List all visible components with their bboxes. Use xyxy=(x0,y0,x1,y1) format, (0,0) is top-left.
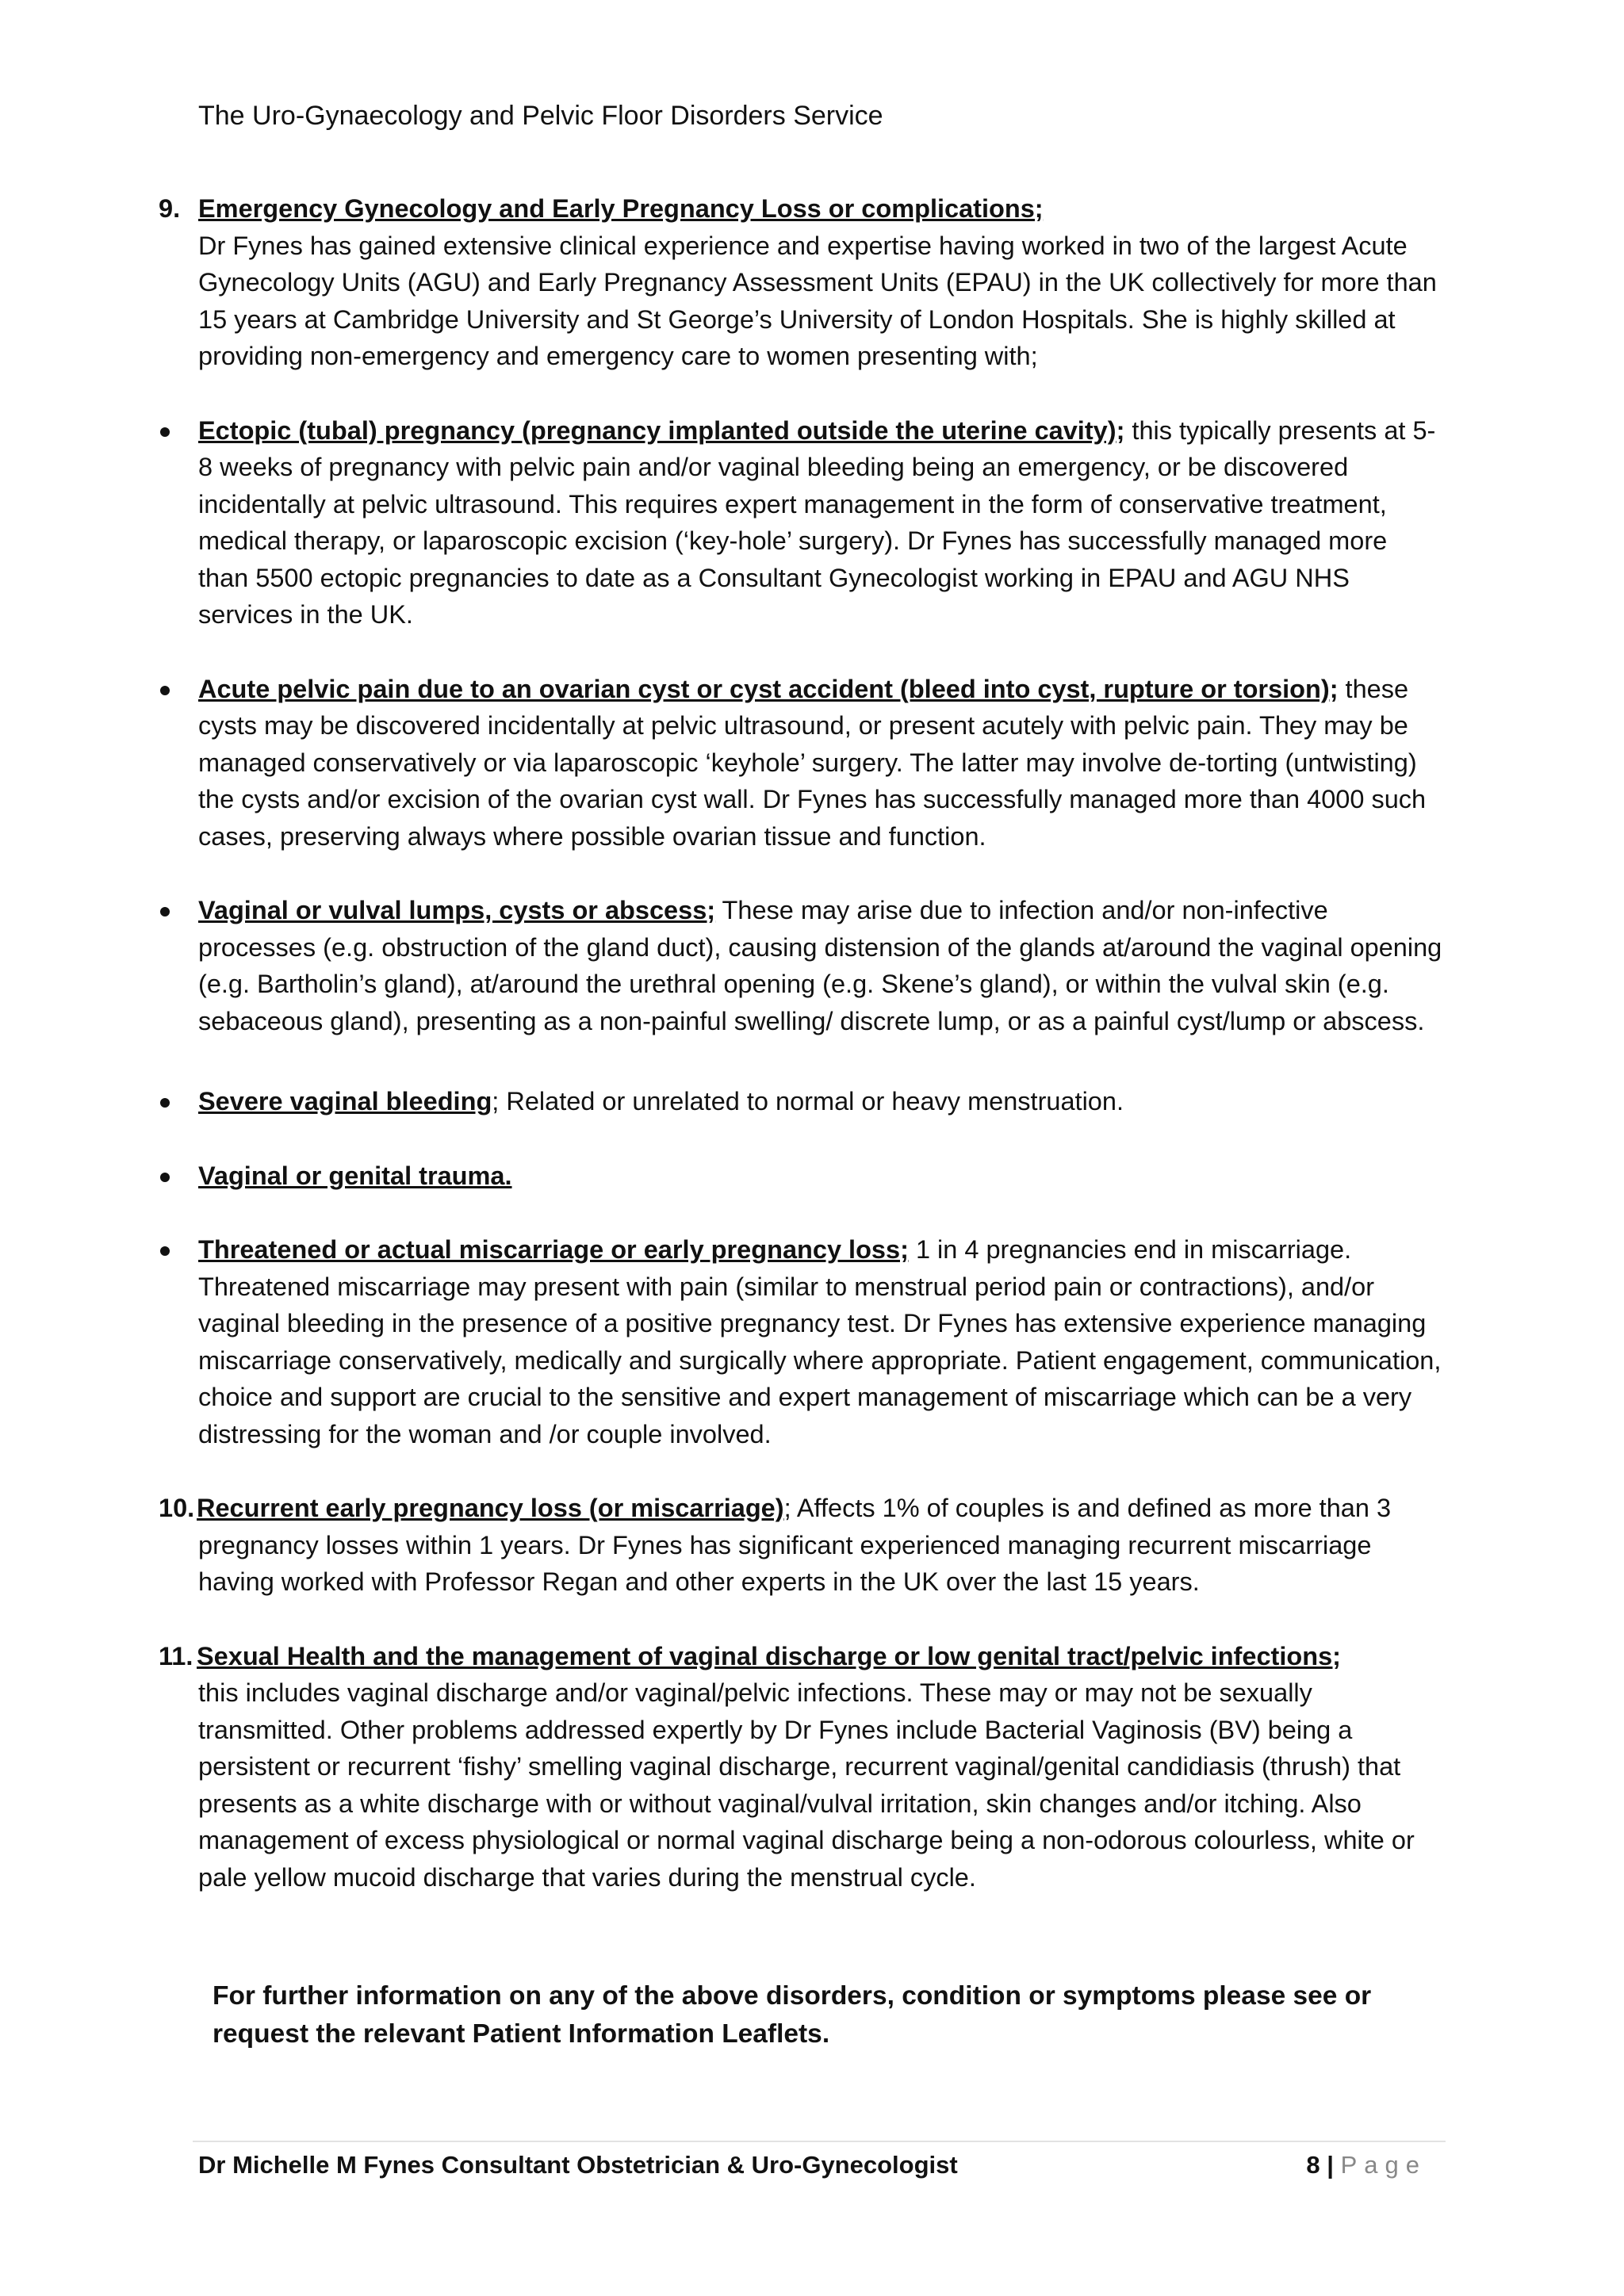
bullet-icon xyxy=(160,1246,170,1256)
bullet-heading: Ectopic (tubal) pregnancy (pregnancy implanted outside the uterine cavity) xyxy=(198,415,1116,445)
section-10 xyxy=(159,1490,1443,1601)
section-11 xyxy=(159,1638,1443,1896)
bullet-text: 1 in 4 pregnancies end in miscarriage. Threatened miscarriage may present with pain (similar to menstrual period pain or contractions), and/or vaginal bleeding in the presence of a positive pregnancy test. Dr Fynes has extensive experience managing miscarriage conservatively, medically and surgically where appropriate. Patient engagement, communication, choice and support are crucial to the sensitive and expert management of miscarriage which can be a very distressing for the woman and /or couple involved. xyxy=(198,1235,1442,1448)
document-body xyxy=(159,190,1443,1896)
section-text: ; Affects 1% of couples is and defined as more than 3 pregnancy losses within 1 years. Dr Fynes has significant experienced managing recurrent miscarriage having worked with Professor Regan and other experts in the UK over the last 15 years. xyxy=(198,1494,1392,1596)
bullet-heading: Acute pelvic pain due to an ovarian cyst or cyst accident (bleed into cyst, rupture or torsion); xyxy=(198,674,1339,703)
bullet-icon xyxy=(160,1098,170,1108)
section-number: 10. xyxy=(159,1494,195,1522)
footer-author: Dr Michelle M Fynes Consultant Obstetrician & Uro-Gynecologist xyxy=(198,2151,958,2179)
bullet-item xyxy=(159,1083,1443,1120)
section-heading: Emergency Gynecology and Early Pregnancy Loss or complications; xyxy=(198,194,1044,223)
bullet-text: this typically presents at 5-8 weeks of pregnancy with pelvic pain and/or vaginal bleeding being an emergency, or be discovered incidentally at pelvic ultrasound. This requires expert management in the form of conservative treatment, medical therapy, or laparoscopic excision (‘key-hole’ surgery). Dr Fynes has successfully managed more than 5500 ectopic pregnancies to date as a Consultant Gynecologist working in EPAU and AGU NHS services in the UK. xyxy=(198,415,1436,629)
bullet-heading-suffix: ; xyxy=(1116,415,1125,445)
bullet-text: These may arise due to infection and/or non-infective processes (e.g. obstruction of the gland duct), causing distension of the glands at/around the vaginal opening (e.g. Bartholin’s gland), at/around the urethral opening (e.g. Skene’s gland), or within the vulval skin (e.g. sebaceous gland), presenting as a non-painful swelling/ discrete lump, or as a painful cyst/lump or abscess. xyxy=(198,896,1442,1035)
bullet-heading: Threatened or actual miscarriage or early pregnancy loss; xyxy=(198,1235,909,1264)
bullet-item xyxy=(159,892,1443,1039)
bullet-item xyxy=(159,1158,1443,1195)
bullet-text: ; Related or unrelated to normal or heavy menstruation. xyxy=(492,1087,1124,1115)
section-heading: Recurrent early pregnancy loss (or miscarriage) xyxy=(197,1494,784,1522)
section-heading: Sexual Health and the management of vaginal discharge or low genital tract/pelvic infections; xyxy=(197,1641,1341,1670)
bullet-item xyxy=(159,1231,1443,1452)
bullet-icon xyxy=(160,427,170,437)
section-text: this includes vaginal discharge and/or vaginal/pelvic infections. These may or may not be sexually transmitted. Other problems addressed expertly by Dr Fynes include Bacterial Vaginosis (BV) being a persistent or recurrent ‘fishy’ smelling vaginal discharge, recurrent vaginal/genital candidiasis (thrush) that presents as a white discharge with or without vaginal/vulval irritation, skin changes and/or itching. Also management of excess physiological or normal vaginal discharge being a non-odorous colourless, white or pale yellow mucoid discharge that varies during the menstrual cycle. xyxy=(198,1678,1415,1892)
footer-page-indicator xyxy=(1306,2149,1427,2182)
section-number: 11. xyxy=(159,1641,193,1670)
section-number: 9. xyxy=(159,194,181,223)
bullet-icon xyxy=(160,907,170,916)
footer-divider xyxy=(193,2141,1446,2142)
bullet-heading: Vaginal or vulval lumps, cysts or abscess; xyxy=(198,896,716,924)
bullet-icon xyxy=(160,686,170,695)
bullet-heading: Severe vaginal bleeding xyxy=(198,1087,492,1115)
section-text: Dr Fynes has gained extensive clinical experience and expertise having worked in two of the largest Acute Gynecology Units (AGU) and Early Pregnancy Assessment Units (EPAU) in the UK collectively for more than 15 years at Cambridge University and St George’s University of London Hospitals. She is highly skilled at providing non-emergency and emergency care to women presenting with; xyxy=(198,231,1437,370)
running-header: The Uro-Gynaecology and Pelvic Floor Disorders Service xyxy=(198,101,883,131)
bullet-icon xyxy=(160,1173,170,1182)
page-label: Page xyxy=(1340,2151,1427,2179)
bullet-item xyxy=(159,671,1443,855)
page-separator: | xyxy=(1327,2151,1334,2179)
page-number: 8 xyxy=(1306,2151,1320,2179)
section-9 xyxy=(159,190,1443,375)
bullet-item xyxy=(159,412,1443,633)
closing-note: For further information on any of the above disorders, condition or symptoms please see or request the relevant Patient Information Leaflets. xyxy=(213,1981,1372,2049)
bullet-heading: Vaginal or genital trauma. xyxy=(198,1161,512,1190)
bullet-text: these cysts may be discovered incidentally at pelvic ultrasound, or present acutely with pelvic pain. They may be managed conservatively or via laparoscopic ‘keyhole’ surgery. The latter may involve de-torting (untwisting) the cysts and/or excision of the ovarian cyst wall. Dr Fynes has successfully managed more than 4000 such cases, preserving always where possible ovarian tissue and function. xyxy=(198,674,1427,851)
